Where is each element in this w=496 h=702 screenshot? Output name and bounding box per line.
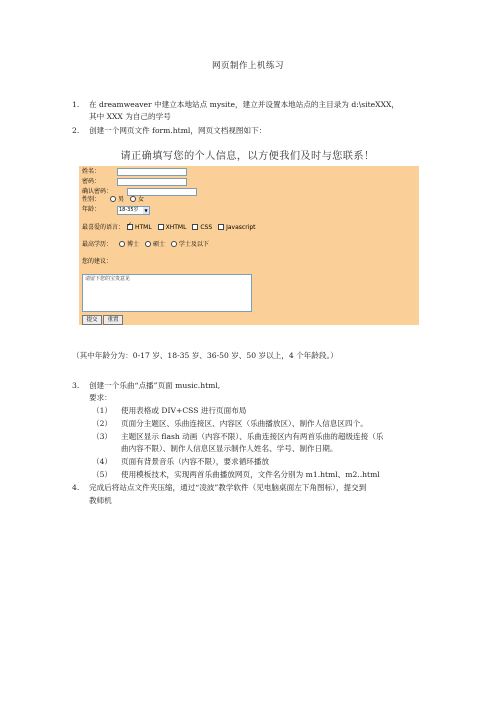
education-label: 最高学历：	[82, 241, 113, 248]
sub-1-number: （1）	[92, 406, 113, 415]
age-select[interactable]	[117, 206, 150, 215]
sub-5-line-1: 使用模板技术，实现两首乐曲播放网页，文件名分别为 m1.html、m2..html	[121, 470, 380, 479]
suggestion-textarea[interactable]: 请留下您的宝贵意见	[82, 274, 252, 312]
doctor-radio[interactable]	[119, 241, 125, 247]
confirm-password-input[interactable]	[127, 188, 197, 196]
form-screenshot	[76, 147, 419, 325]
reset-button[interactable]: 重置	[103, 315, 123, 325]
gender-male-label: 男	[118, 196, 125, 203]
bachelor-label: 学士及以下	[178, 241, 209, 248]
sub-3-number: （3）	[92, 432, 113, 441]
name-label: 姓名：	[82, 168, 101, 175]
gender-female-radio[interactable]	[130, 196, 136, 202]
age-select-value: 18-35岁	[119, 207, 139, 213]
item-1-line-1: 在 dreamweaver 中建立本地站点 mysite，建立并设置本地站点的主目录为 d:\siteXXX，	[89, 100, 399, 109]
item-2-line-1: 创建一个网页文件 form.html，网页文档视图如下：	[89, 126, 267, 135]
master-label: 硕士	[152, 241, 165, 248]
doctor-label: 博士	[127, 241, 140, 248]
html-label: HTML	[135, 224, 152, 231]
sub-4-number: （4）	[92, 457, 113, 466]
sub-3-line-1: 主题区显示 flash 动画（内容不限）、乐曲连接区内有两首乐曲的超级连接（乐	[121, 432, 384, 441]
age-label: 年龄：	[82, 206, 101, 213]
page-title: 网页制作上机练习	[211, 61, 284, 71]
xhtml-checkbox[interactable]	[158, 224, 164, 230]
item-3-line: 创建一个乐曲“点播”页面 music.html,	[89, 381, 221, 390]
gender-male-radio[interactable]	[110, 196, 116, 202]
xhtml-label: XHTML	[165, 224, 187, 231]
gender-options	[106, 196, 144, 204]
form-panel	[79, 166, 419, 325]
form-heading: 请正确填写您的个人信息，以方便我们及时与您联系！	[120, 151, 375, 162]
item-2-number: 2.	[72, 126, 80, 135]
sub-5-number: （5）	[92, 470, 113, 479]
gender-label: 性别：	[82, 196, 101, 203]
password-label: 密码：	[82, 178, 101, 185]
master-radio[interactable]	[145, 241, 151, 247]
name-input[interactable]	[117, 168, 187, 176]
language-label: 最喜爱的语言：	[82, 224, 125, 231]
sub-3-line-2: 曲内容不限）、制作人信息区显示制作人姓名、学号、制作日期。	[121, 444, 338, 453]
language-options	[123, 224, 256, 232]
sub-1-line-1: 使用表格或 DIV+CSS 进行页面布局	[121, 406, 247, 415]
age-range-note: （其中年龄分为：0-17 岁、18-35 岁、36-50 岁、50 岁以上，4 个年龄段。）	[72, 351, 338, 360]
html-checkbox[interactable]	[127, 224, 133, 230]
javascript-label: Javascript	[226, 224, 256, 231]
gender-female-label: 女	[137, 196, 144, 203]
confirm-password-label: 确认密码：	[82, 188, 113, 195]
submit-button[interactable]: 提交	[82, 315, 102, 325]
chevron-down-icon: ▼	[144, 208, 148, 213]
css-label: CSS	[200, 224, 213, 231]
item-4-number: 4.	[72, 483, 80, 492]
requirements-label: 要求：	[89, 393, 112, 402]
item-4-line-1: 完成后将站点文件夹压缩，通过“凌波”教学软件（见电脑桌面左下角图标），提交到	[89, 483, 367, 492]
item-4-line-2: 教师机	[89, 496, 112, 505]
sub-4-line-1: 页面有背景音乐（内容不限），要求循环播放	[121, 457, 270, 466]
item-1-number: 1.	[72, 100, 80, 109]
javascript-checkbox[interactable]	[218, 224, 224, 230]
suggestion-label: 您的建议：	[82, 258, 113, 265]
education-options	[115, 241, 209, 249]
item-1-line-2: 其中 XXX 为自己的学号	[89, 112, 171, 121]
item-3-number: 3.	[72, 381, 80, 390]
sub-2-number: （2）	[92, 419, 113, 428]
css-checkbox[interactable]	[192, 224, 198, 230]
sub-2-line-1: 页面分主题区、乐曲连接区、内容区（乐曲播放区）、制作人信息区四个。	[121, 419, 368, 428]
password-input[interactable]	[117, 178, 187, 186]
bachelor-radio[interactable]	[171, 241, 177, 247]
